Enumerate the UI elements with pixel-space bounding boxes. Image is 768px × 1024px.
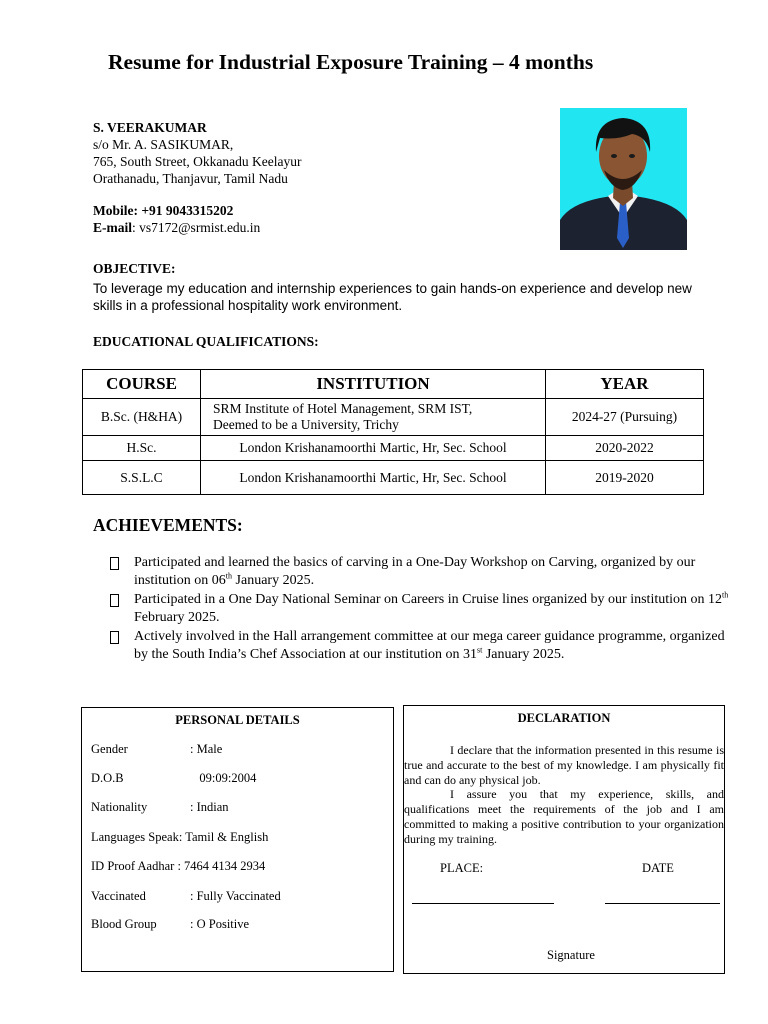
course-cell: H.Sc. — [83, 436, 201, 461]
address-line-1: 765, South Street, Okkanadu Keelayur — [93, 154, 302, 169]
ordinal-suffix: th — [722, 590, 729, 600]
course-cell: S.S.L.C — [83, 461, 201, 495]
row-value: : Indian — [190, 800, 229, 814]
personal-row-languages — [91, 830, 268, 845]
father-name: s/o Mr. A. SASIKUMAR, — [93, 137, 234, 152]
personal-row-gender — [91, 742, 222, 757]
declaration-box — [403, 705, 725, 974]
place-signature-line — [412, 903, 554, 904]
table-row — [83, 461, 704, 495]
declaration-text — [404, 743, 724, 847]
institution-cell: London Krishanamoorthi Martic, Hr, Sec. School — [201, 436, 546, 461]
signature-label: Signature — [547, 948, 595, 962]
column-header-course: COURSE — [83, 370, 201, 399]
institution-line-1: SRM Institute of Hotel Management, SRM IST, — [213, 401, 473, 416]
institution-cell — [201, 399, 546, 436]
list-item — [110, 591, 735, 626]
declaration-paragraph-1: I declare that the information presented in this resume is true and accurate to the best of my knowledge. I am physically fit and can do any physical job. — [404, 743, 724, 787]
objective-text: To leverage my education and internship experiences to gain hands-on experience and develop new skills in a professional hospitality work environment. — [93, 281, 692, 313]
education-table — [82, 369, 704, 495]
place-label: PLACE: — [440, 861, 484, 875]
mobile-number: Mobile: +91 9043315202 — [93, 203, 234, 218]
candidate-name: S. VEERAKUMAR — [93, 120, 207, 135]
bullet-box-icon — [110, 557, 119, 570]
date-label: DATE — [642, 861, 674, 875]
table-row — [83, 399, 704, 436]
personal-details-heading: PERSONAL DETAILS — [175, 713, 300, 727]
table-row — [83, 436, 704, 461]
column-header-year: YEAR — [546, 370, 704, 399]
institution-line-2: Deemed to be a University, Trichy — [213, 417, 399, 432]
personal-row-id-proof — [91, 859, 265, 874]
list-item — [110, 554, 735, 589]
achievement-text: Participated and learned the basics of carving in a One-Day Workshop on Carving, organized by our institution on 06 — [134, 555, 696, 588]
row-value: ID Proof Aadhar : 7464 4134 2934 — [91, 859, 266, 873]
personal-row-blood-group — [91, 917, 249, 932]
personal-row-vaccinated — [91, 889, 281, 904]
row-value: 09:09:2004 — [190, 771, 257, 785]
email-row — [93, 219, 301, 236]
education-heading: EDUCATIONAL QUALIFICATIONS: — [93, 334, 319, 349]
personal-row-dob — [91, 771, 256, 786]
year-cell: 2024-27 (Pursuing) — [546, 399, 704, 436]
row-label: D.O.B — [91, 771, 124, 785]
achievement-text-end: February 2025. — [134, 609, 220, 625]
personal-row-nationality — [91, 800, 229, 815]
email-label: E-mail — [93, 220, 132, 235]
achievement-text-end: January 2025. — [482, 646, 565, 662]
bullet-box-icon — [110, 631, 119, 644]
list-item — [110, 628, 735, 663]
year-cell: 2019-2020 — [546, 461, 704, 495]
declaration-paragraph-2: I assure you that my experience, skills, and qualifications meet the requirements of the job and I am committed to making a positive contribution to your organization during my training. — [404, 787, 724, 846]
declaration-heading: DECLARATION — [517, 711, 611, 725]
row-label: Gender — [91, 742, 128, 756]
profile-photo — [560, 108, 687, 250]
column-header-institution: INSTITUTION — [201, 370, 546, 399]
row-label: Nationality — [91, 800, 148, 814]
objective-heading: OBJECTIVE: — [93, 261, 176, 276]
contact-block — [93, 119, 301, 236]
row-value: : O Positive — [190, 917, 250, 931]
year-cell: 2020-2022 — [546, 436, 704, 461]
course-cell: B.Sc. (H&HA) — [83, 399, 201, 436]
portrait-illustration — [560, 108, 687, 250]
ordinal-suffix: th — [225, 570, 233, 580]
achievements-heading: ACHIEVEMENTS: — [93, 515, 243, 535]
row-value: : Male — [190, 742, 223, 756]
row-label: Blood Group — [91, 917, 157, 931]
ordinal-suffix: st — [476, 644, 483, 654]
achievement-text: Actively involved in the Hall arrangement committee at our mega career guidance programme, organized by the South India’s Chef Association at our institution on 31 — [134, 629, 725, 662]
row-value: : Fully Vaccinated — [190, 889, 281, 903]
table-header-row — [83, 370, 704, 399]
row-label: Vaccinated — [91, 889, 146, 903]
date-signature-line — [605, 903, 720, 904]
address-line-2: Orathanadu, Thanjavur, Tamil Nadu — [93, 171, 288, 186]
achievement-text-end: January 2025. — [232, 572, 315, 588]
bullet-box-icon — [110, 594, 119, 607]
personal-details-box — [81, 707, 394, 972]
achievement-text: Participated in a One Day National Seminar on Careers in Cruise lines organized by our institution on 12 — [134, 592, 722, 607]
institution-cell: London Krishanamoorthi Martic, Hr, Sec. School — [201, 461, 546, 495]
page-title: Resume for Industrial Exposure Training – 4 months — [108, 50, 594, 74]
row-value: Languages Speak: Tamil & English — [91, 830, 269, 844]
email-value: : vs7172@srmist.edu.in — [132, 220, 261, 235]
achievements-list — [110, 554, 735, 665]
